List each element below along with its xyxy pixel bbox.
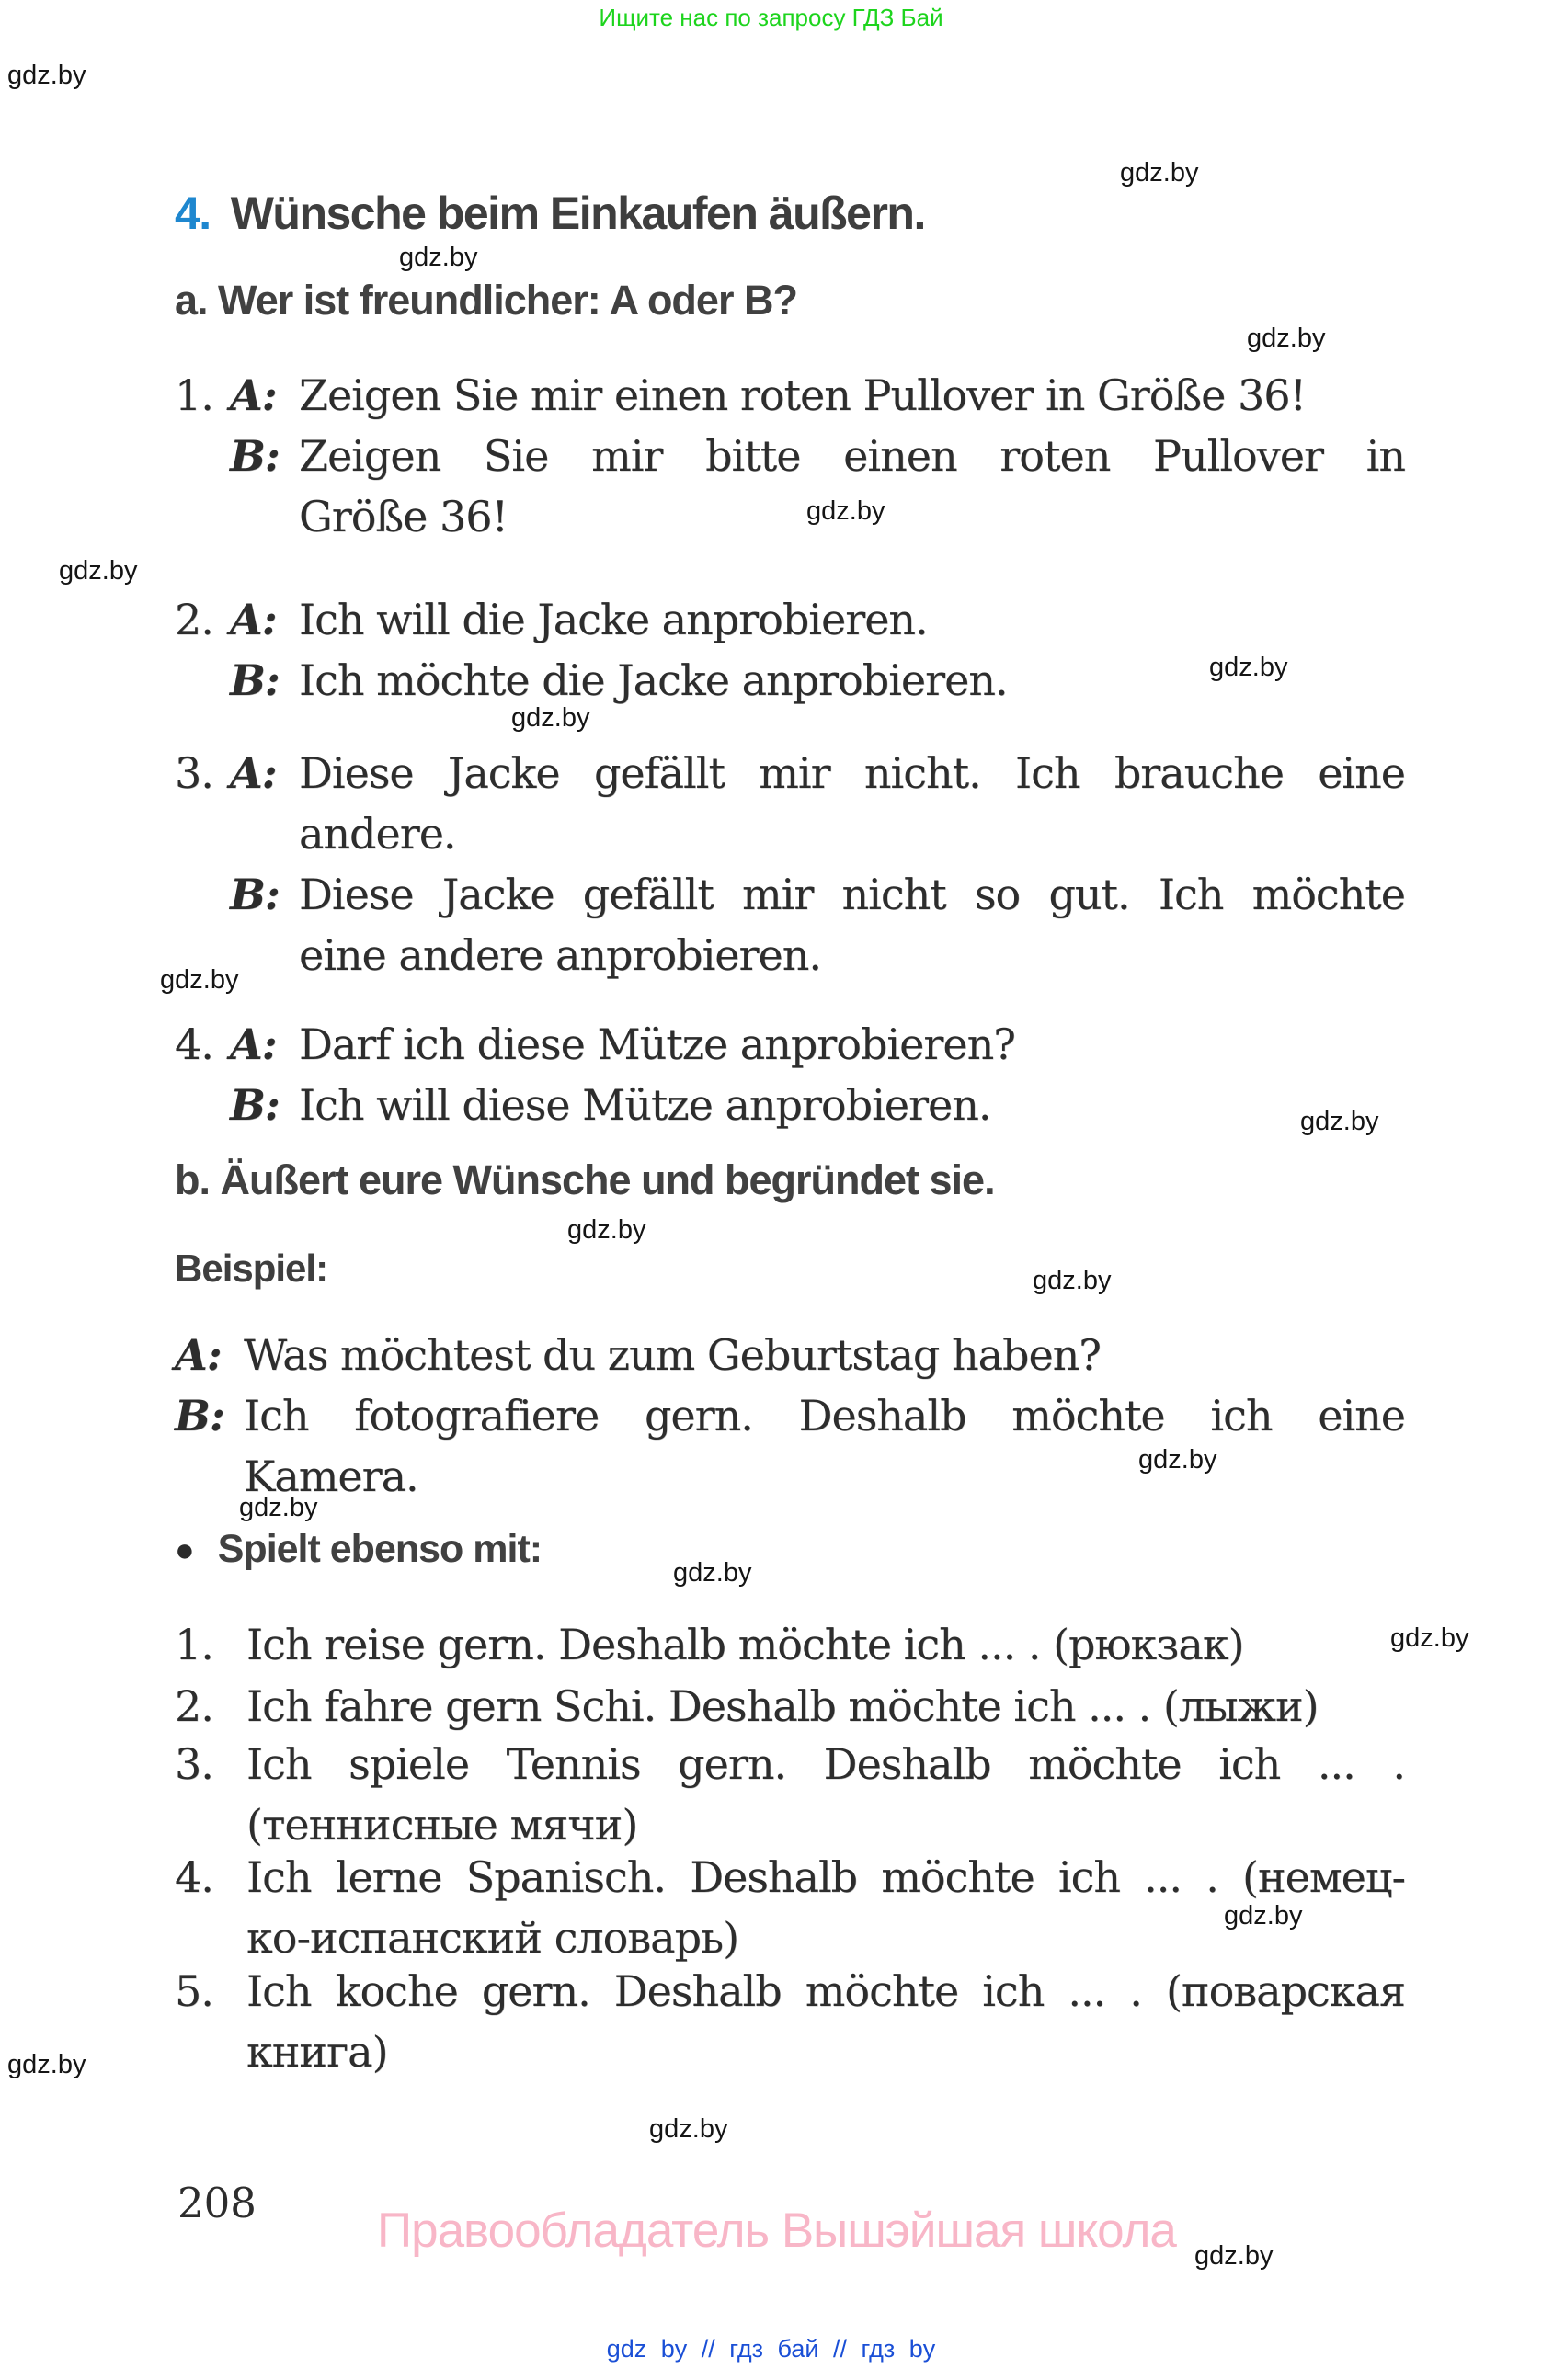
text-line <box>175 1325 1405 1385</box>
gdz-watermark: gdz.by <box>239 1493 318 1522</box>
text-line <box>175 486 1405 547</box>
bullet-icon: ● <box>175 1530 194 1568</box>
gdz-watermark: gdz.by <box>7 2050 86 2079</box>
dialogue-number <box>175 803 230 864</box>
speaker-label: B: <box>230 870 280 919</box>
text-line <box>175 426 1405 486</box>
beispiel-label: Beispiel: <box>175 1247 328 1290</box>
dialogue-number: 3. <box>175 748 213 798</box>
dialogue-text: Ich will diese Mütze anprobieren. <box>299 1080 991 1130</box>
bullet-instruction-line <box>175 1527 542 1572</box>
dialogue-item <box>175 365 1405 547</box>
dialogue-number <box>175 864 230 925</box>
task-text: Ich koche gern. Deshalb möchte ich ... . (поварская <box>246 1966 1405 2016</box>
dialogue-number: 2. <box>175 595 213 644</box>
task-text: ко-испанский словарь) <box>246 1913 739 1963</box>
task-number: 4. <box>175 1852 213 1902</box>
gdz-watermark: gdz.by <box>399 243 478 272</box>
speaker-label: A: <box>175 1330 222 1380</box>
speaker-label <box>230 925 299 985</box>
task-text: (теннисные мячи) <box>246 1800 638 1850</box>
speaker-label: B: <box>230 655 280 705</box>
dialogue-text: andere. <box>299 809 456 859</box>
copyright-notice: Правообладатель Вышэйшая школа <box>377 2203 1176 2258</box>
task-number: 3. <box>175 1739 213 1789</box>
gdz-watermark: gdz.by <box>1194 2241 1274 2271</box>
gdz-watermark: gdz.by <box>511 703 590 733</box>
speaker-label <box>175 1446 244 1507</box>
dialogue-item <box>175 589 1405 711</box>
text-line <box>175 1075 1405 1135</box>
part-b-heading: b. Äußert eure Wünsche und begründet sie. <box>175 1156 995 1203</box>
task-item <box>175 1961 1405 2082</box>
dialogue-number <box>175 426 230 486</box>
task-text: книга) <box>246 2027 388 2077</box>
task-number: 2. <box>175 1681 213 1731</box>
dialogue-text: Diese Jacke gefällt mir nicht so gut. Ich möchte <box>299 870 1405 919</box>
gdz-watermark: gdz.by <box>1247 324 1326 353</box>
gdz-watermark: gdz.by <box>7 61 86 90</box>
example-text: Was möchtest du zum Geburtstag haben? <box>244 1330 1101 1380</box>
page-number: 208 <box>177 2179 257 2227</box>
dialogue-item <box>175 743 1405 985</box>
exercise-title: Wünsche beim Einkaufen äußern. <box>230 188 925 239</box>
speaker-label: A: <box>230 748 277 798</box>
dialogue-text: Ich will die Jacke anprobieren. <box>299 595 928 644</box>
bullet-instruction: Spielt ebenso mit: <box>217 1527 543 1571</box>
dialogue-number <box>175 650 230 711</box>
gdz-watermark: gdz.by <box>567 1215 646 1245</box>
dialogue-number: 4. <box>175 1019 213 1069</box>
speaker-label: A: <box>230 370 277 420</box>
gdz-watermark: gdz.by <box>1033 1266 1112 1295</box>
task-text: Ich spiele Tennis gern. Deshalb möchte ich ... . <box>246 1739 1405 1789</box>
dialogue-number <box>175 486 230 547</box>
footer-links: gdz by // гдз бай // гдз by <box>606 2335 936 2363</box>
dialogue-text: Diese Jacke gefällt mir nicht. Ich brauche eine <box>299 748 1405 798</box>
gdz-watermark: gdz.by <box>649 2114 728 2144</box>
dialogue-number: 1. <box>175 370 213 420</box>
text-line <box>175 1961 1405 2021</box>
dialogue-text: Zeigen Sie mir einen roten Pullover in Größe 36! <box>299 370 1306 420</box>
task-number <box>175 1907 246 1968</box>
task-text: Ich lerne Spanisch. Deshalb möchte ich ... . (немец- <box>246 1852 1405 1902</box>
text-line <box>175 1907 1405 1968</box>
task-number <box>175 2021 246 2082</box>
task-text: Ich reise gern. Deshalb möchte ich ... . (рюкзак) <box>246 1620 1244 1669</box>
exercise-number: 4. <box>175 188 211 239</box>
speaker-label <box>230 486 299 547</box>
dialogue-text: eine andere anprobieren. <box>299 930 821 980</box>
gdz-watermark: gdz.by <box>160 965 239 995</box>
dialogue-text: Darf ich diese Mütze anprobieren? <box>299 1019 1015 1069</box>
speaker-label: B: <box>175 1391 224 1441</box>
task-item <box>175 1734 1405 1855</box>
gdz-watermark: gdz.by <box>1138 1445 1217 1475</box>
text-line <box>175 1676 1405 1737</box>
gdz-watermark: gdz.by <box>1390 1623 1469 1653</box>
task-item <box>175 1614 1405 1675</box>
text-line <box>175 1014 1405 1075</box>
example-dialogue <box>175 1325 1405 1507</box>
task-item <box>175 1676 1405 1737</box>
text-line <box>175 650 1405 711</box>
gdz-watermark: gdz.by <box>806 496 885 526</box>
gdz-watermark: gdz.by <box>59 556 138 586</box>
text-line <box>175 1385 1405 1446</box>
dialogue-text: Ich möchte die Jacke anprobieren. <box>299 655 1008 705</box>
text-line <box>175 925 1405 985</box>
example-text: Ich fotografiere gern. Deshalb möchte ich eine <box>244 1391 1405 1441</box>
dialogue-number <box>175 925 230 985</box>
text-line <box>175 365 1405 426</box>
text-line <box>175 1614 1405 1675</box>
gdz-watermark: gdz.by <box>1300 1107 1379 1136</box>
exercise-heading <box>175 187 925 240</box>
task-text: Ich fahre gern Schi. Deshalb möchte ich ... . (лыжи) <box>246 1681 1319 1731</box>
dialogue-item <box>175 1014 1405 1135</box>
text-line <box>175 1734 1405 1794</box>
speaker-label <box>230 803 299 864</box>
text-line <box>175 2021 1405 2082</box>
dialogue-text: Größe 36! <box>299 492 508 541</box>
dialogue-number <box>175 1075 230 1135</box>
text-line <box>175 589 1405 650</box>
text-line <box>175 1847 1405 1907</box>
gdz-watermark: gdz.by <box>1120 158 1199 188</box>
part-a-heading: a. Wer ist freundlicher: A oder B? <box>175 277 797 324</box>
text-line <box>175 864 1405 925</box>
speaker-label: B: <box>230 1080 280 1130</box>
task-number: 1. <box>175 1620 213 1669</box>
text-line <box>175 803 1405 864</box>
gdz-watermark: gdz.by <box>673 1558 752 1588</box>
gdz-watermark: gdz.by <box>1224 1901 1303 1930</box>
speaker-label: B: <box>230 431 280 481</box>
example-text: Kamera. <box>244 1452 418 1501</box>
dialogue-text: Zeigen Sie mir bitte einen roten Pullover in <box>299 431 1405 481</box>
text-line <box>175 1446 1405 1507</box>
promo-banner-text: Ищите нас по запросу ГДЗ Бай <box>599 4 943 31</box>
text-line <box>175 743 1405 803</box>
task-number: 5. <box>175 1966 213 2016</box>
gdz-watermark: gdz.by <box>1209 653 1288 682</box>
speaker-label: A: <box>230 595 277 644</box>
speaker-label: A: <box>230 1019 277 1069</box>
task-item <box>175 1847 1405 1968</box>
